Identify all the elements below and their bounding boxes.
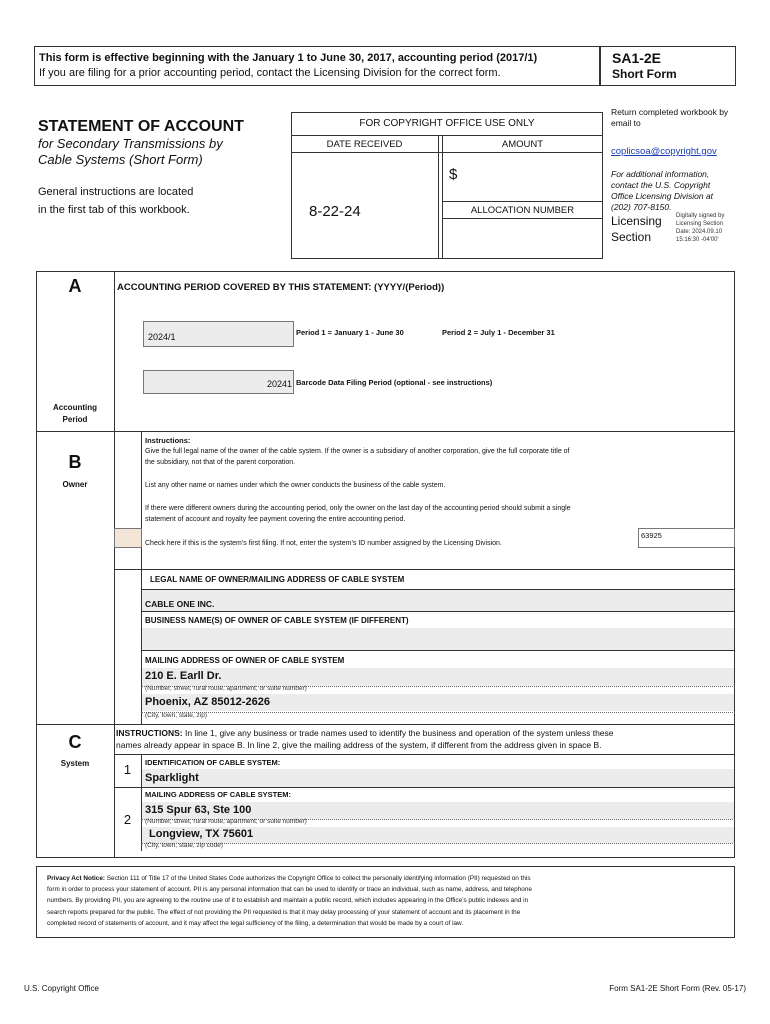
privacy-line-5: completed record of statements of account, and it may affect the legal sufficiency of the filing, a determination that would be made by a court of law. xyxy=(47,919,464,927)
privacy-line-3: numbers. By providing PII, you are agreeing to the routine use of it to establish and maintain a public record, which includes appearing in the Office’s public indexes and in xyxy=(47,897,529,905)
signature-name-1: Licensing xyxy=(611,214,662,228)
footer-left: U.S. Copyright Office xyxy=(24,984,99,993)
section-c-instructions-bold: INSTRUCTIONS: xyxy=(116,728,183,738)
section-c-instructions-line-1: In line 1, give any business or trade names used to identify the business and operation of the system unless these xyxy=(182,728,614,738)
system-identification-value: Sparklight xyxy=(145,772,199,784)
office-use-heading: FOR COPYRIGHT OFFICE USE ONLY xyxy=(359,118,535,129)
section-a-side-label-2: Period xyxy=(62,415,88,424)
effective-line-2: If you are filing for a prior accounting period, contact the Licensing Division for the correct form. xyxy=(39,67,501,79)
form-code: SA1-2E xyxy=(612,50,662,66)
section-b-letter: B xyxy=(68,452,82,472)
info-line-4: (202) 707-8150. xyxy=(611,202,672,212)
info-line-3: Office Licensing Division at xyxy=(611,191,714,201)
date-received-value: 8-22-24 xyxy=(309,203,361,220)
info-line-1: For additional information, xyxy=(611,169,710,179)
return-email-link[interactable]: coplicsoa@copyright.gov xyxy=(611,146,717,157)
amount-label: AMOUNT xyxy=(501,139,544,150)
general-instructions-2: in the first tab of this workbook. xyxy=(38,204,190,216)
form-type: Short Form xyxy=(612,67,677,81)
section-a-heading: ACCOUNTING PERIOD COVERED BY THIS STATEMENT: (YYYY/(Period)) xyxy=(117,282,445,293)
privacy-line-2: form in order to process your statement of account. PII is any personal information that can be used to identify or trace an individual, such as name, address, and telephone xyxy=(47,886,532,894)
general-instructions-1: General instructions are located xyxy=(38,186,194,198)
signature-line-3: Date: 2024.09.10 xyxy=(676,229,723,235)
section-a-side-label-1: Accounting xyxy=(53,403,97,412)
section-b-side-label: Owner xyxy=(62,480,88,489)
section-c-side-label: System xyxy=(60,759,90,768)
section-c-instructions xyxy=(116,727,732,751)
section-b-instructions-heading: Instructions: xyxy=(145,436,191,445)
privacy-line-4: search reports prepared for the public. The effect of not providing the PII requested is that it may delay processing of your statement of account and its placement in the xyxy=(47,908,521,916)
signature-line-4: 15:16:30 -04'00' xyxy=(676,237,719,243)
system-mailing-label: MAILING ADDRESS OF CABLE SYSTEM: xyxy=(145,790,291,799)
section-b-instr-3b: statement of account and royalty fee payment covering the entire accounting period. xyxy=(145,516,406,523)
system-street-hint: (Number, street, rural route, apartment, or suite number) xyxy=(145,818,307,825)
owner-street-field[interactable] xyxy=(142,668,734,686)
section-a-letter: A xyxy=(68,276,82,296)
period-1-label: Period 1 = January 1 - June 30 xyxy=(296,328,404,337)
signature-name-2: Section xyxy=(611,230,652,244)
effective-line-1: This form is effective beginning with the January 1 to June 30, 2017, accounting period (2017/1) xyxy=(39,52,538,64)
return-line-2: email to xyxy=(611,118,641,128)
barcode-value: 20241 xyxy=(266,379,292,389)
footer-right: Form SA1-2E Short Form (Rev. 05-17) xyxy=(609,984,746,993)
title-sub-1: for Secondary Transmissions by xyxy=(38,136,223,151)
system-city-value: Longview, TX 75601 xyxy=(149,828,254,840)
privacy-notice-bold: Privacy Act Notice: xyxy=(47,875,106,882)
privacy-line-1: Section 111 of Title 17 of the United States Code authorizes the Copyright Office to collect the personally identifying information (PII) requested on this xyxy=(105,875,531,882)
line-2-number: 2 xyxy=(123,812,132,827)
system-identification-label: IDENTIFICATION OF CABLE SYSTEM: xyxy=(145,758,281,767)
system-street-value: 315 Spur 63, Ste 100 xyxy=(145,804,252,816)
signature-line-2: Licensing Section xyxy=(676,221,724,227)
amount-symbol: $ xyxy=(449,166,458,183)
system-id-value: 63925 xyxy=(641,531,662,540)
legal-name-label: LEGAL NAME OF OWNER/MAILING ADDRESS OF CABLE SYSTEM xyxy=(150,575,405,584)
barcode-label: Barcode Data Filing Period (optional - see instructions) xyxy=(296,378,493,387)
first-filing-label: Check here if this is the system’s first filing. If not, enter the system’s ID number assigned by the Licensing Division. xyxy=(145,540,502,547)
period-2-label: Period 2 = July 1 - December 31 xyxy=(442,328,555,337)
owner-city-hint: (City, town, state, zip) xyxy=(145,712,208,719)
owner-city-value: Phoenix, AZ 85012-2626 xyxy=(145,696,270,708)
line-1-number: 1 xyxy=(123,762,132,777)
owner-street-hint: (Number, street, rural route, apartment, or suite number) xyxy=(145,685,307,692)
title-sub-2: Cable Systems (Short Form) xyxy=(38,152,203,167)
section-b-instr-3a: If there were different owners during the accounting period, only the owner on the last day of the accounting period should submit a single xyxy=(145,505,571,512)
info-line-2: contact the U.S. Copyright xyxy=(611,180,711,190)
allocation-number-label: ALLOCATION NUMBER xyxy=(470,205,575,216)
owner-street-value: 210 E. Earll Dr. xyxy=(145,670,222,682)
system-city-hint: (City, town, state, zip code) xyxy=(145,842,223,849)
business-names-field[interactable] xyxy=(142,628,734,650)
date-received-label: DATE RECEIVED xyxy=(326,139,403,150)
section-c-letter: C xyxy=(68,732,82,752)
section-b-instr-1b: the subsidiary, not that of the parent corporation. xyxy=(145,459,296,466)
signature-line-1: Digitally signed by xyxy=(676,213,725,219)
business-names-label: BUSINESS NAME(S) OF OWNER OF CABLE SYSTEM (IF DIFFERENT) xyxy=(145,616,409,625)
section-b-instr-2: List any other name or names under which the owner conducts the business of the cable system. xyxy=(145,482,446,489)
section-b-instr-1a: Give the full legal name of the owner of the cable system. If the owner is a subsidiary of another corporation, give the full corporate title of xyxy=(145,448,570,455)
return-line-1: Return completed workbook by xyxy=(611,107,729,117)
owner-mailing-label: MAILING ADDRESS OF OWNER OF CABLE SYSTEM xyxy=(145,656,345,665)
page-title: STATEMENT OF ACCOUNT xyxy=(38,118,244,135)
privacy-notice xyxy=(47,873,731,929)
period-value: 2024/1 xyxy=(148,332,176,342)
legal-name-value: CABLE ONE INC. xyxy=(145,599,215,609)
section-c-instructions-line-2: names already appear in space B. In line 2, give the mailing address of the system, if different from the address given in space B. xyxy=(116,740,602,750)
legal-name-field[interactable] xyxy=(142,590,734,611)
system-identification-field[interactable] xyxy=(142,769,734,787)
first-filing-checkbox[interactable] xyxy=(114,528,142,548)
